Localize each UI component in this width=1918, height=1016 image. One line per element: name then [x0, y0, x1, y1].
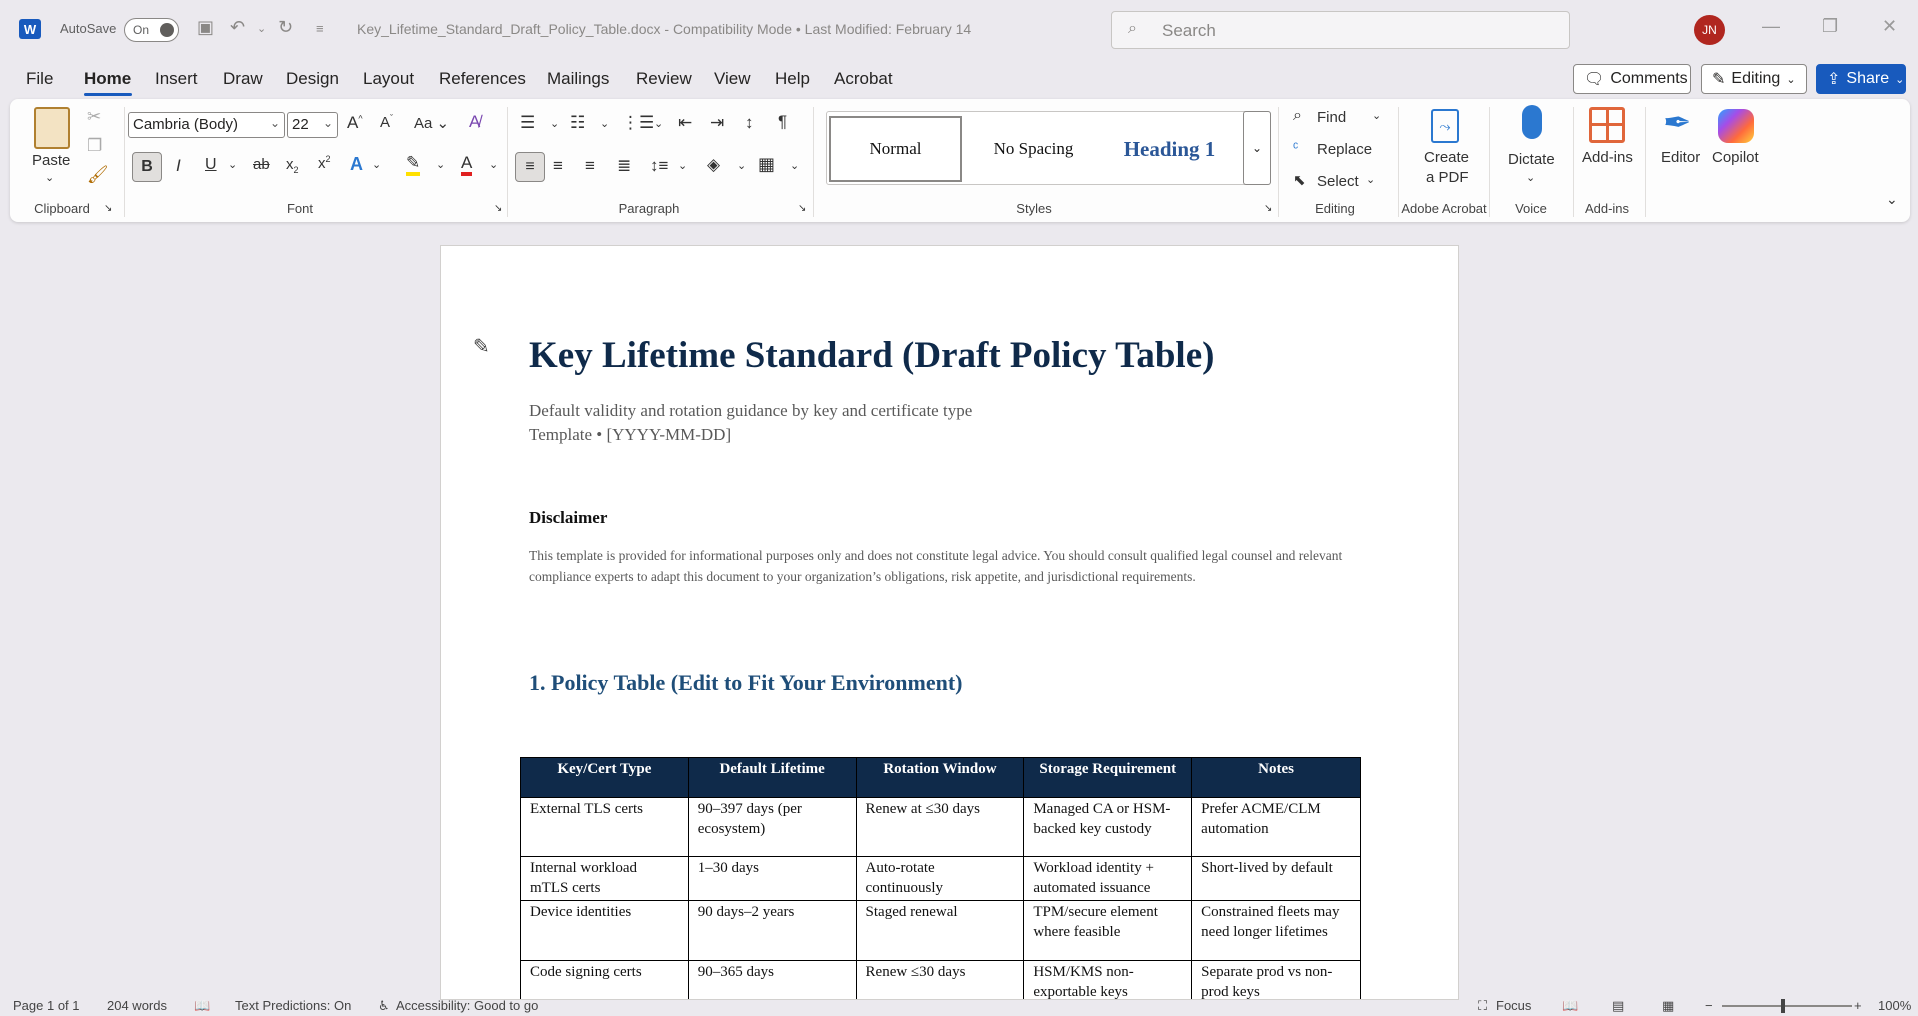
align-left-icon[interactable]: ≡: [515, 152, 545, 182]
word-app-icon[interactable]: W: [19, 19, 41, 39]
ribbon-tabs: [0, 58, 1918, 98]
decrease-indent-icon[interactable]: ⇤: [678, 113, 693, 132]
tab-file[interactable]: File: [26, 69, 54, 88]
table-row: [521, 901, 1361, 961]
share-icon: ⇪: [1827, 71, 1841, 88]
line-spacing-icon[interactable]: ↕≡: [650, 156, 669, 175]
dictate-button[interactable]: Dictate: [1508, 151, 1555, 168]
document-heading[interactable]: Key Lifetime Standard (Draft Policy Table): [529, 335, 1215, 376]
editing-label: Editing: [1731, 70, 1781, 87]
copy-icon[interactable]: ❐: [87, 136, 103, 155]
paste-icon[interactable]: [34, 107, 70, 149]
table-header-cell[interactable]: Default Lifetime: [688, 758, 856, 798]
table-cell[interactable]: HSM/KMS non-exportable keys: [1024, 961, 1192, 1001]
policy-table[interactable]: [520, 757, 1361, 1000]
tab-help[interactable]: Help: [775, 69, 810, 88]
numbering-icon[interactable]: ☷: [570, 113, 586, 132]
font-launcher-icon[interactable]: ↘: [494, 203, 503, 214]
find-icon: ⌕: [1293, 107, 1302, 124]
group-label-paragraph: Paragraph: [618, 201, 680, 216]
group-label-add-ins: Add-ins: [1584, 201, 1630, 216]
font-size-combo[interactable]: [287, 112, 338, 138]
toggle-knob: [160, 23, 174, 37]
close-icon[interactable]: ✕: [1882, 16, 1898, 36]
divider: [124, 107, 125, 217]
chevron-down-icon: ⌄: [322, 116, 333, 130]
table-cell[interactable]: Prefer ACME/CLM automation: [1192, 798, 1361, 857]
chevron-down-icon[interactable]: ⌄: [1372, 110, 1382, 122]
table-cell[interactable]: 90–397 days (per ecosystem): [688, 798, 856, 857]
editor-icon[interactable]: ✒: [1663, 104, 1692, 142]
select-button[interactable]: Select: [1317, 173, 1359, 190]
bold-icon[interactable]: B: [132, 152, 162, 182]
group-label-styles: Styles: [1016, 201, 1052, 216]
microphone-icon[interactable]: [1522, 105, 1542, 139]
active-tab-indicator: [84, 93, 132, 96]
chevron-down-icon[interactable]: ⌄: [372, 159, 382, 171]
table-cell[interactable]: 1–30 days: [688, 857, 856, 901]
search-icon: ⌕: [1128, 20, 1137, 37]
tab-mailings[interactable]: Mailings: [547, 69, 610, 88]
table-row: [521, 857, 1361, 901]
editing-mode-button[interactable]: [1701, 64, 1807, 94]
copilot-button[interactable]: Copilot: [1712, 149, 1759, 166]
chevron-down-icon: ⌄: [1786, 73, 1796, 86]
style-normal[interactable]: Normal: [829, 116, 962, 182]
multilevel-list-icon[interactable]: ⋮☰: [622, 113, 655, 132]
clear-formatting-icon[interactable]: A̸: [469, 112, 481, 131]
divider: [1398, 107, 1399, 217]
tab-references[interactable]: References: [439, 69, 526, 88]
grow-font-icon[interactable]: A^: [347, 113, 363, 132]
replace-icon: ᶜ: [1293, 139, 1299, 156]
group-label-font: Font: [286, 201, 314, 216]
redo-icon[interactable]: ↻: [278, 17, 294, 37]
table-cell[interactable]: 90–365 days: [688, 961, 856, 1001]
zoom-level[interactable]: 100%: [1878, 998, 1912, 1013]
add-ins-icon[interactable]: [1589, 107, 1625, 143]
print-layout-icon[interactable]: ▤: [1612, 998, 1625, 1013]
style-no-spacing[interactable]: No Spacing: [993, 139, 1074, 158]
chevron-down-icon: ⌄: [1251, 141, 1263, 155]
copilot-icon[interactable]: [1718, 109, 1754, 143]
restore-icon[interactable]: ❐: [1822, 16, 1839, 36]
styles-more-button[interactable]: [1243, 111, 1271, 185]
autosave-label: AutoSave: [60, 21, 117, 36]
share-label: Share: [1846, 70, 1890, 87]
select-icon: ⬉: [1293, 172, 1306, 189]
divider: [1489, 107, 1490, 217]
focus-icon: ⛶: [1478, 998, 1488, 1013]
read-mode-icon[interactable]: 📖: [1562, 998, 1579, 1013]
table-row: [521, 961, 1361, 1001]
chevron-down-icon[interactable]: ⌄: [550, 118, 560, 130]
document-subtitle[interactable]: Default validity and rotation guidance by key and certificate type: [529, 401, 973, 420]
tab-layout[interactable]: Layout: [363, 69, 415, 88]
subscript-icon[interactable]: $x_2$: [286, 156, 299, 175]
chevron-down-icon[interactable]: ⌄: [436, 159, 446, 171]
table-header-cell[interactable]: Key/Cert Type: [521, 758, 689, 798]
zoom-slider[interactable]: [1722, 1005, 1852, 1007]
paste-dropdown-icon[interactable]: ⌄: [45, 172, 55, 184]
collapse-ribbon-icon[interactable]: ⌄: [1886, 191, 1898, 207]
table-cell[interactable]: Constrained fleets may need longer lifetimes: [1192, 901, 1361, 961]
increase-indent-icon[interactable]: ⇥: [710, 113, 725, 132]
customize-qat-icon[interactable]: ≡: [316, 21, 324, 36]
chevron-down-icon[interactable]: ⌄: [737, 160, 747, 172]
search-input[interactable]: Search: [1162, 21, 1216, 40]
add-ins-button[interactable]: Add-ins: [1582, 149, 1633, 166]
font-name-value: Cambria (Body): [133, 116, 239, 133]
font-size-value: 22: [292, 116, 309, 133]
word-count[interactable]: 204 words: [107, 998, 167, 1013]
focus-button[interactable]: Focus: [1496, 998, 1532, 1013]
table-cell[interactable]: Code signing certs: [521, 961, 689, 1001]
tab-insert[interactable]: Insert: [155, 69, 198, 88]
table-cell[interactable]: Staged renewal: [856, 901, 1024, 961]
zoom-in-icon[interactable]: +: [1854, 998, 1862, 1013]
italic-icon[interactable]: I: [176, 156, 181, 175]
cut-icon[interactable]: ✂: [87, 107, 102, 126]
tab-draw[interactable]: Draw: [223, 69, 263, 88]
table-cell[interactable]: TPM/secure element where feasible: [1024, 901, 1192, 961]
autosave-state: On: [133, 23, 150, 37]
search-box[interactable]: [1111, 11, 1570, 49]
table-header-cell[interactable]: Storage Requirement: [1024, 758, 1192, 798]
table-cell[interactable]: Renew at ≤30 days: [856, 798, 1024, 857]
divider: [1573, 107, 1574, 217]
chevron-down-icon[interactable]: ⌄: [489, 159, 499, 171]
chevron-down-icon[interactable]: ⌄: [600, 118, 610, 130]
table-cell[interactable]: Short-lived by default: [1192, 857, 1361, 901]
zoom-out-icon[interactable]: −: [1705, 998, 1713, 1013]
sort-icon[interactable]: ↕: [745, 113, 754, 132]
align-right-icon[interactable]: ≡: [585, 156, 595, 175]
tab-home[interactable]: Home: [84, 69, 132, 88]
chevron-down-icon[interactable]: ⌄: [1526, 172, 1536, 184]
paragraph-launcher-icon[interactable]: ↘: [798, 203, 807, 214]
table-cell[interactable]: Auto-rotate continuously: [856, 857, 1024, 901]
align-center-icon[interactable]: ≡: [553, 156, 563, 175]
accessibility-icon: ♿: [378, 998, 390, 1013]
shrink-font-icon[interactable]: $A^ˇ$: [380, 113, 394, 131]
replace-button[interactable]: Replace: [1317, 141, 1373, 158]
undo-icon[interactable]: ↶: [230, 17, 246, 37]
pen-sparkle-icon[interactable]: ✎: [473, 336, 490, 358]
styles-gallery: [826, 111, 1271, 185]
divider: [813, 107, 814, 217]
comment-icon: 🗨: [1584, 71, 1605, 88]
create-pdf-label-1[interactable]: Create: [1424, 149, 1470, 166]
chevron-down-icon: ⌄: [269, 116, 280, 130]
style-heading-1[interactable]: Heading 1: [1123, 136, 1216, 161]
accessibility-status[interactable]: Accessibility: Good to go: [396, 998, 539, 1013]
table-cell[interactable]: Separate prod vs non-prod keys: [1192, 961, 1361, 1001]
autosave-toggle[interactable]: [124, 18, 179, 42]
divider: [1645, 107, 1646, 217]
title-bar: [0, 0, 1918, 58]
table-cell[interactable]: Renew ≤30 days: [856, 961, 1024, 1001]
table-header-cell[interactable]: Notes: [1192, 758, 1361, 798]
table-row: [521, 798, 1361, 857]
divider: [507, 107, 508, 217]
format-painter-icon[interactable]: 🖌: [87, 165, 109, 184]
clipboard-launcher-icon[interactable]: ↘: [104, 203, 113, 214]
chevron-down-icon[interactable]: ⌄: [678, 160, 688, 172]
create-pdf-icon[interactable]: ⤳: [1431, 109, 1459, 143]
group-label-clipboard: Clipboard: [34, 201, 90, 216]
page-count[interactable]: Page 1 of 1: [13, 998, 80, 1013]
comments-button[interactable]: [1573, 64, 1691, 94]
highlight-icon[interactable]: ✎: [406, 154, 420, 176]
tab-design[interactable]: Design: [286, 69, 339, 88]
tab-view[interactable]: View: [714, 69, 751, 88]
save-icon[interactable]: ▣: [197, 17, 215, 37]
table-cell[interactable]: Managed CA or HSM-backed key custody: [1024, 798, 1192, 857]
tab-review[interactable]: Review: [636, 69, 692, 88]
section-heading[interactable]: 1. Policy Table (Edit to Fit Your Environment): [529, 670, 963, 695]
underline-icon[interactable]: U: [205, 156, 217, 173]
chevron-down-icon[interactable]: ⌄: [1366, 174, 1376, 186]
chevron-down-icon[interactable]: ⌄: [228, 159, 238, 171]
find-button[interactable]: Find: [1317, 109, 1347, 126]
superscript-icon[interactable]: $x^2$: [318, 154, 331, 172]
table-header-cell[interactable]: Rotation Window: [856, 758, 1024, 798]
ribbon-home: [10, 99, 1910, 222]
table-cell[interactable]: Workload identity + automated issuance: [1024, 857, 1192, 901]
strikethrough-icon[interactable]: ab: [253, 156, 270, 173]
borders-icon[interactable]: ▦: [758, 154, 776, 174]
proofing-icon[interactable]: 📖: [194, 998, 211, 1013]
justify-icon[interactable]: ≣: [617, 156, 632, 175]
text-effects-icon[interactable]: A: [350, 154, 363, 174]
undo-dropdown-icon[interactable]: ⌄: [257, 23, 267, 35]
group-label-voice: Voice: [1515, 201, 1547, 216]
pilcrow-icon[interactable]: ¶: [778, 112, 788, 131]
table-cell[interactable]: 90 days–2 years: [688, 901, 856, 961]
avatar[interactable]: JN: [1694, 15, 1725, 45]
chevron-down-icon[interactable]: ⌄: [790, 160, 800, 172]
web-layout-icon[interactable]: ▦: [1662, 998, 1675, 1013]
editor-button[interactable]: Editor: [1661, 149, 1701, 166]
tab-acrobat[interactable]: Acrobat: [834, 69, 893, 88]
table-cell[interactable]: Device identities: [521, 901, 689, 961]
table-cell[interactable]: Internal workload mTLS certs: [521, 857, 689, 901]
document-title[interactable]: Key_Lifetime_Standard_Draft_Policy_Table.docx - Compatibility Mode • Last Modified: February 14: [357, 21, 972, 37]
chevron-down-icon[interactable]: ⌄: [654, 118, 664, 130]
chevron-down-icon: ⌄: [1895, 73, 1905, 86]
shading-icon[interactable]: ◈: [707, 155, 721, 174]
disclaimer-text[interactable]: This template is provided for informational purposes only and does not constitute legal advice. You should consult qualified legal counsel and relevant compliance experts to adapt this document to your organization’s obligations, risk appetite, and jurisdictional requirements.: [529, 548, 1343, 584]
font-name-combo[interactable]: [128, 112, 285, 138]
bullets-icon[interactable]: ☰: [520, 113, 536, 132]
group-label-adobe: Adobe Acrobat: [1401, 201, 1487, 216]
zoom-slider-thumb[interactable]: [1781, 999, 1785, 1013]
change-case-icon[interactable]: Aa ⌄: [414, 115, 450, 132]
document-date-line[interactable]: Template • [YYYY-MM-DD]: [529, 425, 732, 444]
pencil-icon: ✎: [1712, 71, 1726, 88]
text-predictions-status[interactable]: Text Predictions: On: [235, 998, 352, 1013]
minimize-icon[interactable]: —: [1762, 16, 1780, 36]
disclaimer-heading[interactable]: Disclaimer: [529, 508, 608, 527]
group-label-editing: Editing: [1315, 201, 1355, 216]
table-header-row: [521, 758, 1361, 798]
paste-button[interactable]: Paste: [32, 152, 71, 169]
comments-label: Comments: [1610, 70, 1688, 87]
font-color-icon[interactable]: A: [461, 154, 472, 176]
divider: [1278, 107, 1279, 217]
status-bar: [0, 996, 1918, 1016]
styles-launcher-icon[interactable]: ↘: [1264, 203, 1273, 214]
document-page[interactable]: [440, 245, 1459, 1000]
table-cell[interactable]: External TLS certs: [521, 798, 689, 857]
share-button[interactable]: [1816, 64, 1906, 94]
create-pdf-label-2[interactable]: a PDF: [1426, 169, 1469, 186]
